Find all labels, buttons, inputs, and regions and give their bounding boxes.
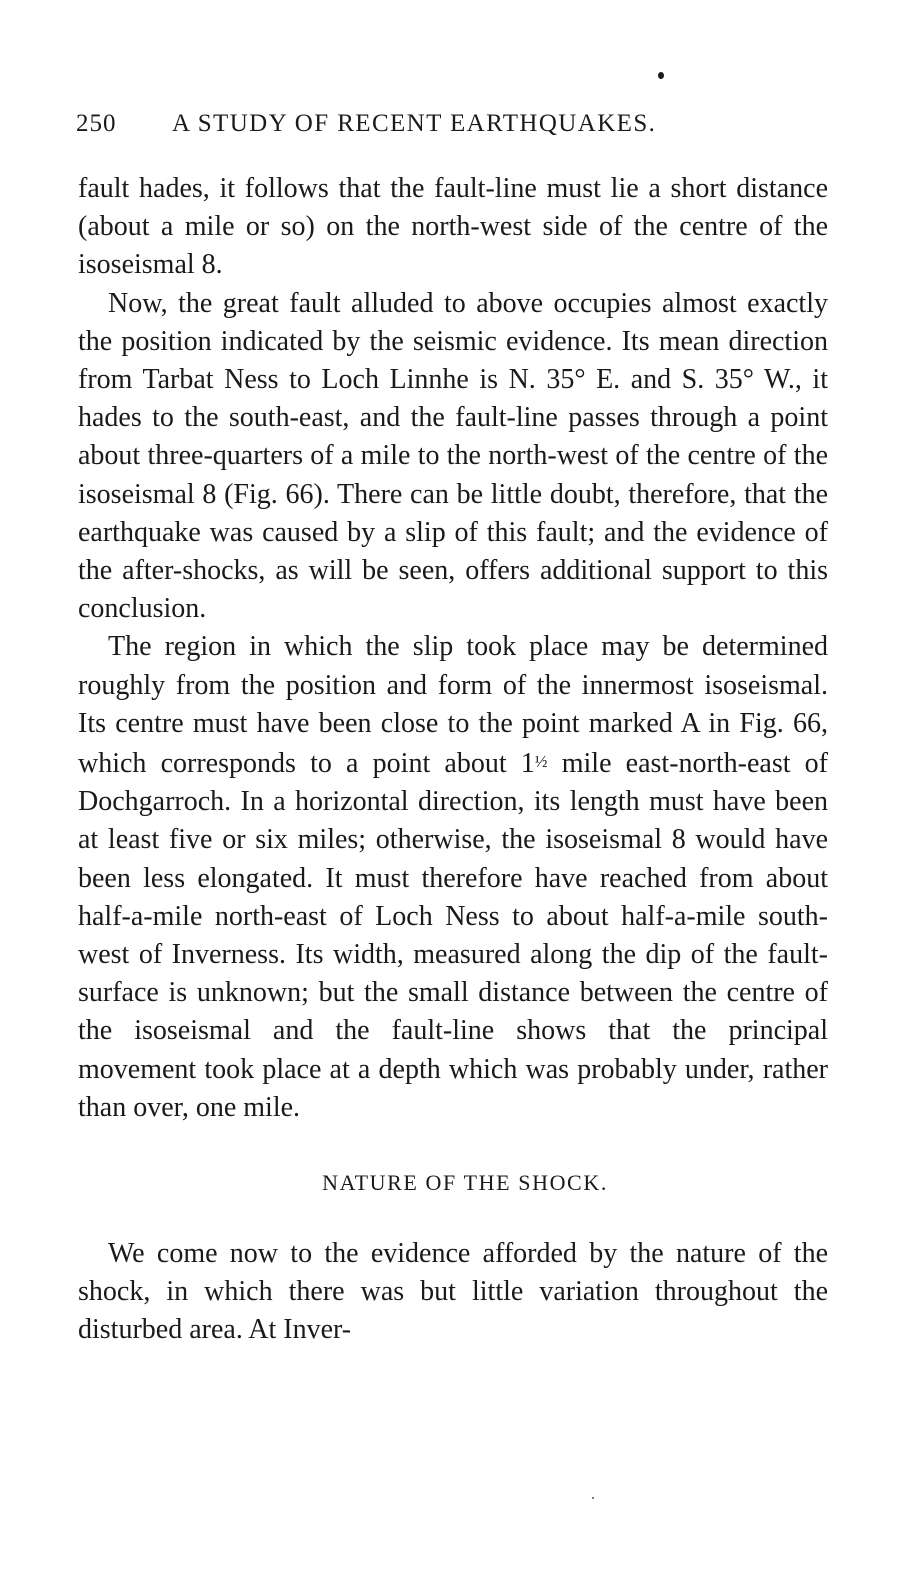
paragraph-slip-region-part-1: The region in which the slip took place may be determined roughly from the position and form of the innermost isoseismal. Its centre must have been close to the point marked A in Fig. 66, which corresponds to a point about 1 [78,631,828,780]
running-header [76,110,836,138]
print-speck [658,72,664,79]
paragraph-continued: fault hades, it follows that the fault-line must lie a short distance (about a mile or so) on the north-west side of the centre of the isoseismal 8. [78,173,828,281]
page-number: 250 [76,110,117,137]
running-title: A STUDY OF RECENT EARTHQUAKES. [172,110,657,137]
fraction-one-half: ½ [534,752,548,772]
paragraph-fault-position: Now, the great fault alluded to above occupies almost exactly the position indicated by the seismic evidence. Its mean direction from Tarbat Ness to Loch Linnhe is N. 35° E. and S. 35° W., it hades to the south-east, and the fault-line passes through a point about three-quarters of a mile to the north-west of the centre of the isoseismal 8 (Fig. 66). There can be little doubt, therefore, that the earthquake was caused by a slip of this fault; and the evidence of the after-shocks, as will be seen, offers additional support to this conclusion. [78,287,828,625]
book-page [78,0,828,1574]
print-speck [592,1497,594,1499]
paragraph-slip-region [78,628,828,1127]
body-text [78,170,828,1350]
paragraph-nature-of-shock: We come now to the evidence afforded by the nature of the shock, in which there was but little variation throughout the disturbed area. At Inver- [78,1238,828,1346]
paragraph-slip-region-part-2: mile east-north-east of Dochgarroch. In a horizontal direction, its length must have been at least five or six miles; otherwise, the isoseismal 8 would have been less elongated. It must therefore have reached from about half-a-mile north-east of Loch Ness to about half-a-mile south-west of Inverness. Its width, measured along the dip of the fault-surface is unknown; but the small distance between the centre of the isoseismal and the fault-line shows that the principal movement took place at a depth which was probably under, rather than over, one mile. [78,748,828,1123]
section-heading: NATURE OF THE SHOCK. [322,1170,608,1196]
